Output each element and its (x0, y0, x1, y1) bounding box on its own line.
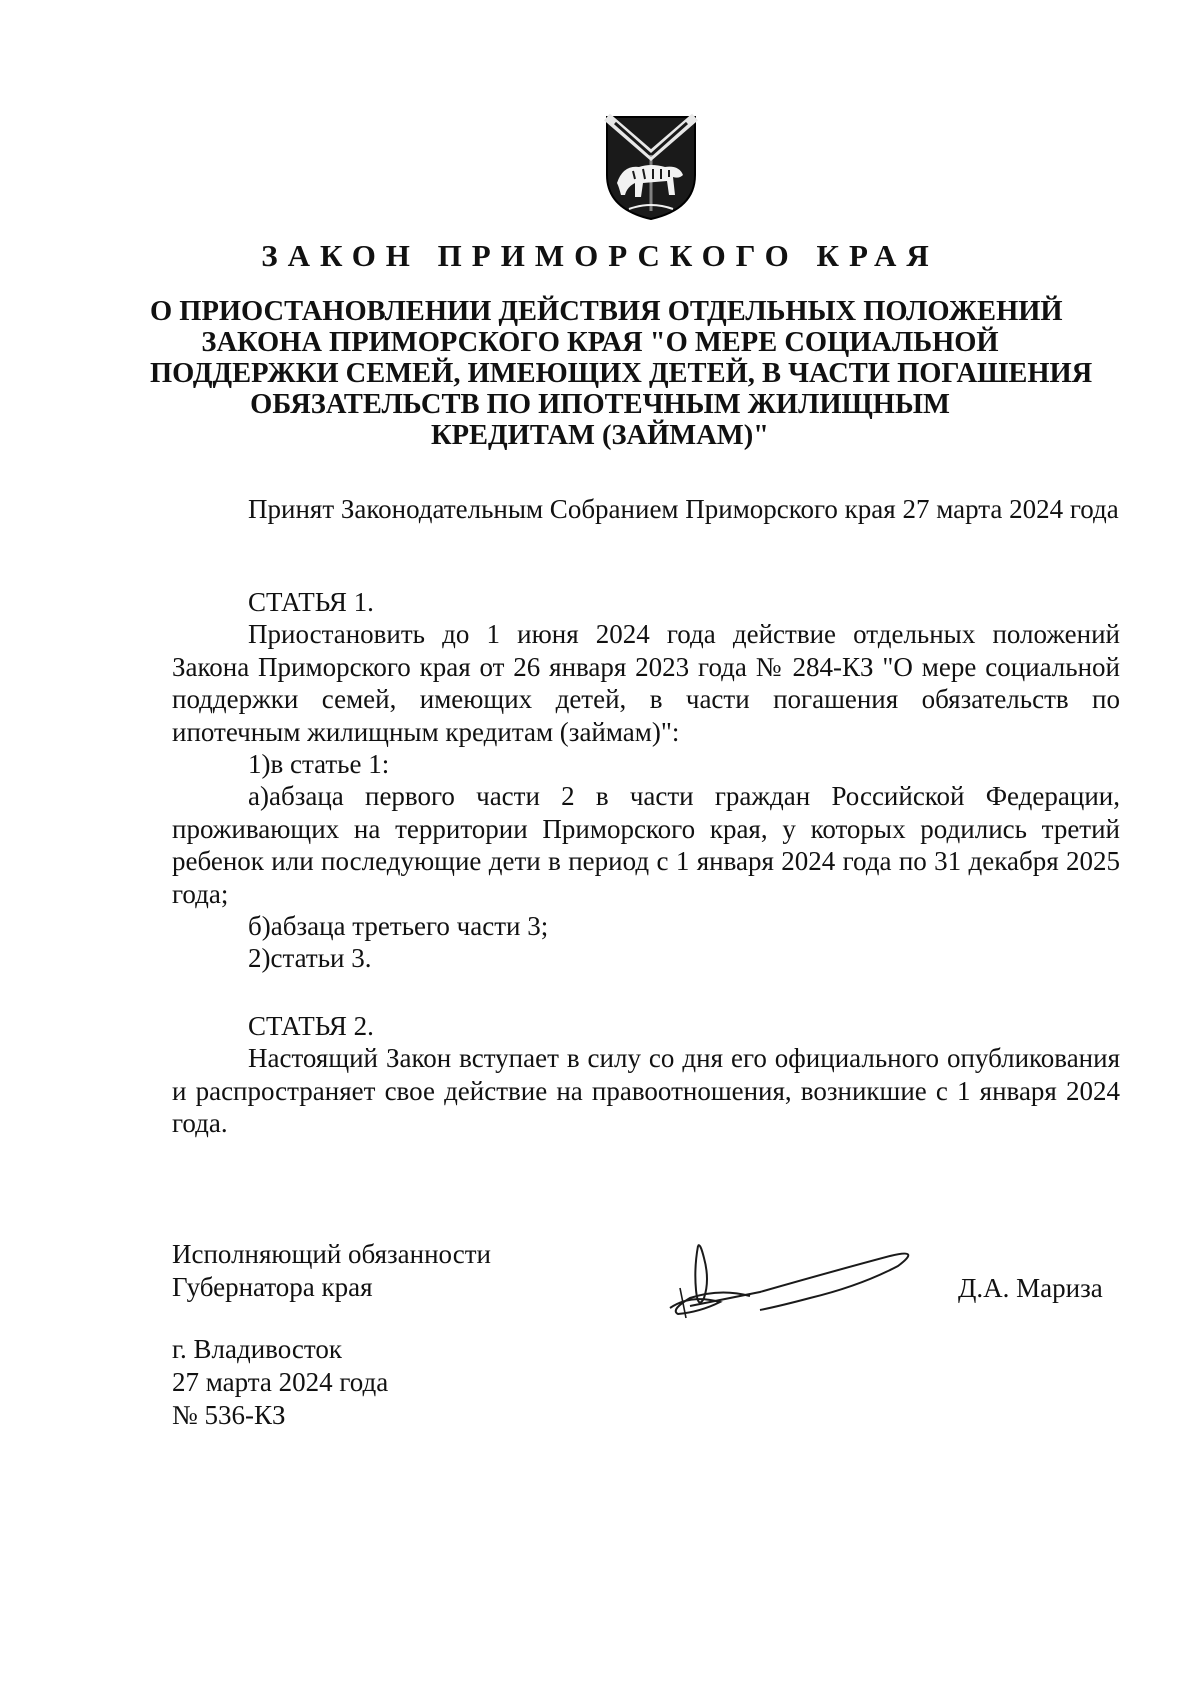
article-1-title: СТАТЬЯ 1. (248, 587, 374, 617)
article-1-item-1a: а)абзаца первого части 2 в части граждан Российской Федерации, проживающих на территории Приморского края, у которых родились третий ребенок или последующие дети в период с 1 января 2024 года по 31 декабря 2025 года; (172, 781, 1120, 909)
article-1 (172, 586, 1120, 975)
heading-line: КРЕДИТАМ (ЗАЙМАМ)" (430, 420, 770, 451)
city: г. Владивосток (172, 1334, 342, 1364)
article-2-title: СТАТЬЯ 2. (248, 1011, 374, 1041)
place-date-number (172, 1333, 388, 1432)
article-1-item-1: 1)в статье 1: (248, 749, 390, 780)
coat-of-arms-icon (603, 113, 699, 223)
law-number: № 536-КЗ (172, 1400, 286, 1430)
heading-line: О ПРИОСТАНОВЛЕНИИ ДЕЙСТВИЯ ОТДЕЛЬНЫХ ПОЛОЖЕНИЙ (150, 296, 1063, 327)
article-1-item-2: 2)статьи 3. (248, 943, 372, 974)
signatory-position (172, 1238, 491, 1304)
signing-date: 27 марта 2024 года (172, 1367, 389, 1397)
handwritten-signature (660, 1228, 920, 1328)
law-title: ЗАКОН ПРИМОРСКОГО КРАЯ (261, 238, 939, 273)
heading-line: ПОДДЕРЖКИ СЕМЕЙ, ИМЕЮЩИХ ДЕТЕЙ, В ЧАСТИ ПОГАШЕНИЯ (150, 358, 1093, 389)
adoption-note: Принят Законодательным Собранием Приморского края 27 марта 2024 года (248, 494, 1119, 524)
article-1-item-1b: б)абзаца третьего части 3; (248, 911, 549, 942)
signatory-position-line: Исполняющий обязанности (172, 1239, 491, 1269)
article-2 (172, 1010, 1120, 1140)
article-1-intro: Приостановить до 1 июня 2024 года действие отдельных положений Закона Приморского края от 26 января 2023 года № 284-КЗ "О мере социальной поддержки семей, имеющих детей, в части погашения обязательств по ипотечным жилищным кредитам (займам)": (172, 619, 1120, 747)
heading-line: ОБЯЗАТЕЛЬСТВ ПО ИПОТЕЧНЫМ ЖИЛИЩНЫМ (250, 389, 950, 420)
law-heading (150, 296, 1093, 451)
signatory-position-line: Губернатора края (172, 1272, 373, 1302)
heading-line: ЗАКОНА ПРИМОРСКОГО КРАЯ "О МЕРЕ СОЦИАЛЬНОЙ (201, 327, 999, 358)
article-2-text: Настоящий Закон вступает в силу со дня его официального опубликования и распространяет свое действие на правоотношения, возникшие с 1 января 2024 года. (172, 1043, 1120, 1139)
signatory-name: Д.А. Мариза (958, 1273, 1103, 1303)
